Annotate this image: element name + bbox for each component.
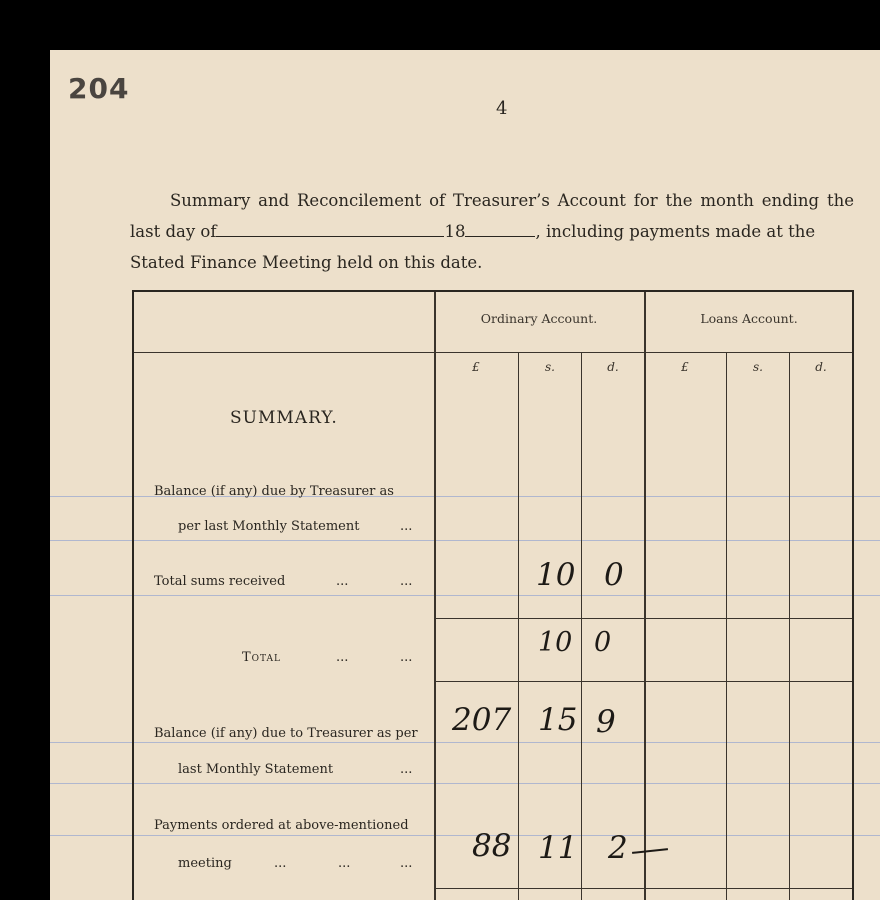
ledger-page (50, 50, 880, 900)
heading-line-1: Summary and Reconcilement of Treasurer’s Account for the month ending the (170, 191, 854, 210)
row-label-payments: Payments ordered at above-mentioned (154, 818, 409, 833)
leader-dots: ... (400, 519, 413, 534)
leader-dots: ... (400, 856, 413, 871)
page-number: 4 (496, 98, 508, 119)
column-divider (726, 352, 727, 900)
heading-year-prefix: 18 (444, 222, 466, 241)
leader-dots: ... (400, 574, 413, 589)
row-label-balance-by-treasurer-cont: per last Monthly Statement (178, 519, 360, 534)
heading-line-2-end-wrap (535, 216, 854, 247)
leader-dots: ... (400, 762, 413, 777)
heading-line-2-end: , including payments made at the (535, 222, 816, 241)
received-shillings: 10 (536, 557, 576, 593)
heading-paragraph (130, 185, 854, 278)
payments-shillings: 11 (538, 830, 578, 866)
loans-account-header: Loans Account. (700, 311, 798, 326)
pence-unit: d. (815, 360, 827, 374)
balance-pounds: 207 (452, 702, 512, 738)
column-divider (789, 352, 790, 900)
handwritten-stroke (632, 848, 668, 854)
row-label-balance-to-treasurer: Balance (if any) due to Treasurer as per (154, 726, 418, 741)
column-divider (518, 352, 519, 900)
row-label-total-received: Total sums received (154, 574, 286, 589)
heading-line-3: Stated Finance Meeting held on this date. (130, 253, 483, 272)
balance-pence: 9 (596, 704, 616, 740)
row-label-total: Total (242, 650, 282, 665)
pounds-unit: £ (681, 360, 689, 374)
year-blank (465, 220, 535, 237)
pence-unit: d. (607, 360, 619, 374)
heading-line-2-start: last day of (130, 222, 217, 241)
row-label-payments-cont: meeting (178, 856, 232, 871)
header-divider (134, 352, 852, 353)
shillings-unit: s. (753, 360, 763, 374)
summary-table (132, 290, 854, 900)
row-divider (434, 618, 852, 619)
leader-dots: ... (400, 650, 413, 665)
column-divider (434, 292, 436, 900)
total-shillings: 10 (538, 627, 573, 658)
column-divider (644, 292, 646, 900)
ordinary-account-header: Ordinary Account. (480, 311, 598, 326)
leader-dots: ... (338, 856, 351, 871)
leader-dots: ... (336, 574, 349, 589)
balance-shillings: 15 (538, 702, 578, 738)
shillings-unit: s. (545, 360, 555, 374)
payments-pence: 2 (608, 830, 628, 866)
payments-pounds: 88 (472, 828, 512, 864)
row-label-balance-to-treasurer-cont: last Monthly Statement (178, 762, 334, 777)
row-divider (434, 681, 852, 682)
leader-dots: ... (274, 856, 287, 871)
column-divider (581, 352, 582, 900)
total-pence: 0 (594, 627, 612, 658)
row-divider (434, 888, 852, 889)
leader-dots: ... (336, 650, 349, 665)
received-pence: 0 (604, 557, 624, 593)
month-blank (216, 220, 444, 237)
pounds-unit: £ (472, 360, 480, 374)
summary-title: SUMMARY. (230, 408, 338, 428)
stamped-folio-number: 204 (68, 72, 130, 105)
row-label-balance-by-treasurer: Balance (if any) due by Treasurer as (154, 484, 394, 499)
heading-line-2 (130, 216, 854, 247)
